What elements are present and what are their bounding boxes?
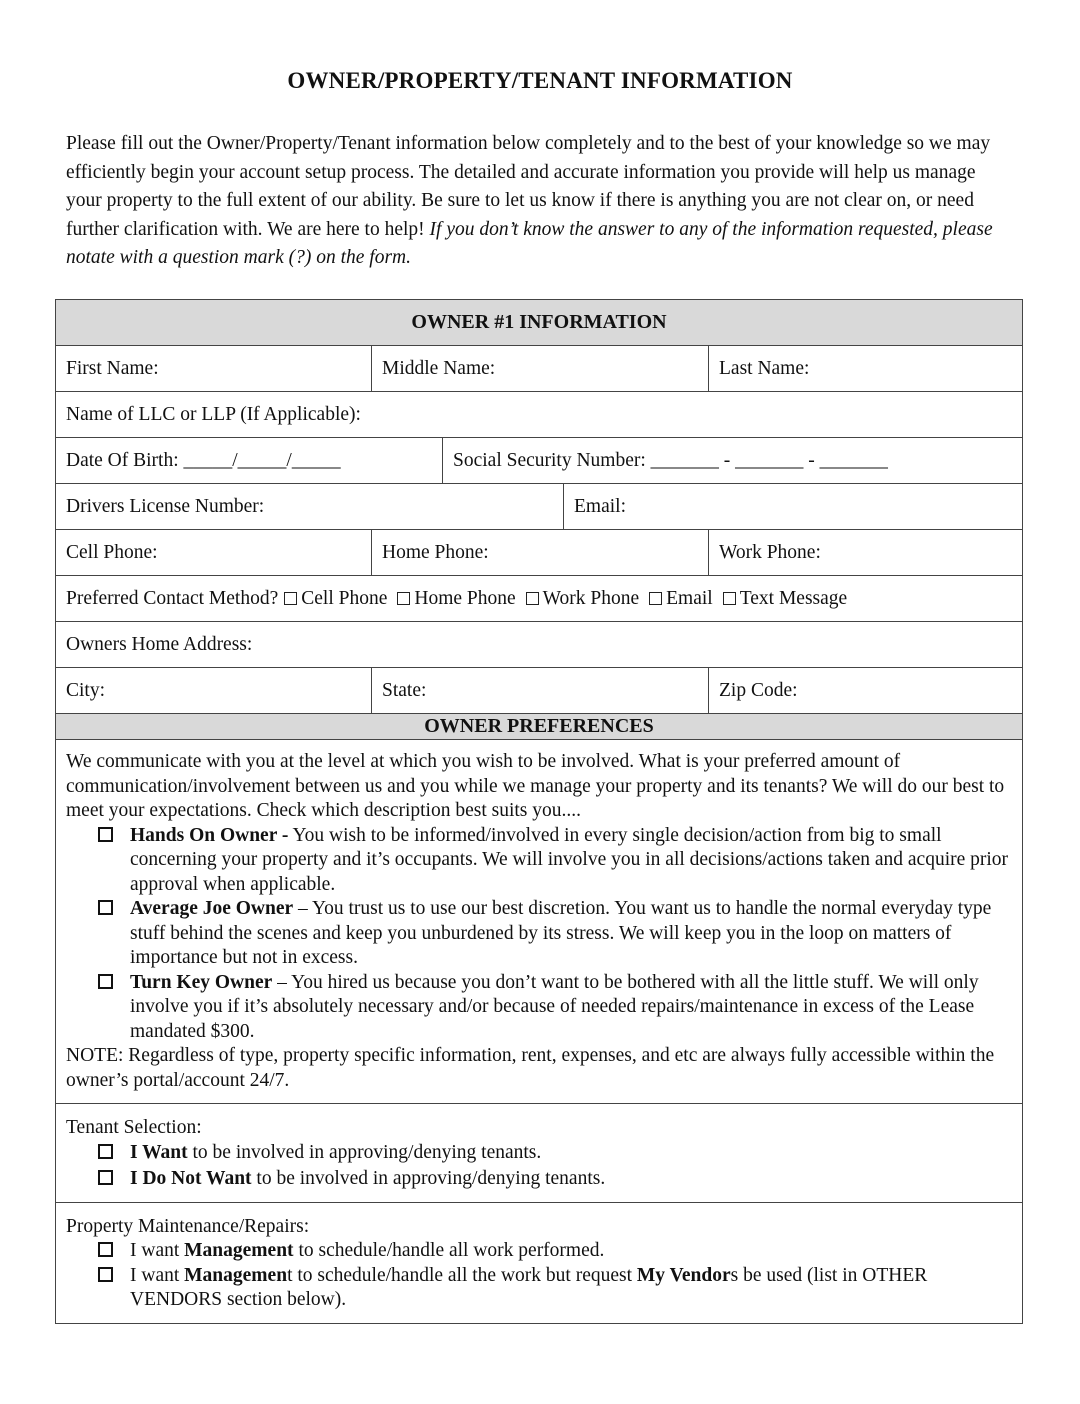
contact-option-text-message: Text Message — [739, 587, 848, 609]
tenant-selection-block — [56, 1104, 1022, 1203]
contact-option-email: Email — [666, 587, 713, 609]
cell-phone-field[interactable]: Cell Phone: — [56, 530, 372, 575]
hands-on-owner-text: You wish to be informed/involved in every single decision/action from big to small concerning your property and it’s occupants. We will involve you in all decisions/actions taken and acquire prior approval when applicable. — [130, 824, 1009, 895]
maintenance-option-my-vendors — [98, 1264, 1012, 1313]
turn-key-owner-text: – You hired us because you don’t want to be bothered with all the little stuff. We will only involve you if it’s absolutely necessary and/or because of needed repairs/maintenance in excess of the Lease mandated $300. — [130, 971, 979, 1042]
management-bold: Management — [184, 1240, 294, 1261]
turn-key-owner-title: Turn Key Owner — [130, 971, 273, 993]
home-phone-checkbox[interactable] — [397, 592, 410, 605]
preferences-intro: We communicate with you at the level at which you wish to be involved. What is your preferred amount of communication/involvement between us and you while we manage your property and its tenants? We will do our best to meet your expectations. Check which description best suits you.... — [66, 751, 1005, 821]
cell-phone-checkbox[interactable] — [284, 592, 297, 605]
owner-preferences-header: OWNER PREFERENCES — [56, 714, 1022, 740]
tenant-option-want — [98, 1141, 1012, 1166]
home-phone-field[interactable]: Home Phone: — [372, 530, 709, 575]
i-do-not-want-checkbox[interactable] — [98, 1170, 113, 1185]
my-vendors-mid: t to schedule/handle all the work but request — [287, 1264, 637, 1286]
i-want-text: to be involved in approving/denying tenants. — [187, 1141, 542, 1163]
contact-option-home-phone: Home Phone — [414, 587, 516, 609]
maintenance-label: Property Maintenance/Repairs: — [66, 1215, 310, 1237]
management-pre: I want — [130, 1240, 185, 1261]
intro-italic-note: If you don’t know the answer to any of the information requested, please notate with a question mark (?) on the form. — [66, 218, 993, 268]
home-address-field[interactable]: Owners Home Address: — [66, 633, 253, 655]
my-vendors-post: s be used (list in OTHER VENDORS section below). — [130, 1264, 928, 1310]
work-phone-checkbox[interactable] — [526, 592, 539, 605]
contact-method-label: Preferred Contact Method? — [66, 587, 279, 609]
state-field[interactable]: State: — [372, 668, 709, 713]
work-phone-field[interactable]: Work Phone: — [719, 541, 821, 563]
email-checkbox[interactable] — [649, 592, 662, 605]
intro-text: Please fill out the Owner/Property/Tenant information below completely and to the best of your knowledge so we may efficiently begin your account setup process. The detailed and accurate information you provide will help us manage your property to the full extent of our ability. Be sure to let us know if there is anything you are not clear on, or need further clarification with. We are here to help! — [66, 133, 991, 240]
name-row — [56, 346, 1022, 392]
maintenance-block — [56, 1203, 1022, 1323]
management-post: to schedule/handle all work performed. — [293, 1240, 605, 1261]
i-do-not-want-text: to be involved in approving/denying tenants. — [251, 1168, 606, 1189]
owner-form — [55, 299, 1023, 1324]
last-name-field[interactable]: Last Name: — [719, 357, 810, 379]
my-vendors-management-bold: Managemen — [184, 1264, 288, 1286]
city-field[interactable]: City: — [56, 668, 372, 713]
page-title: OWNER/PROPERTY/TENANT INFORMATION — [287, 68, 793, 93]
my-vendors-checkbox[interactable] — [98, 1267, 113, 1282]
dob-ssn-row — [56, 438, 1022, 484]
hands-on-owner-title: Hands On Owner - — [130, 824, 289, 846]
tenant-option-do-not-want — [98, 1167, 1012, 1192]
tenant-selection-label: Tenant Selection: — [66, 1117, 202, 1138]
email-field[interactable]: Email: — [574, 495, 626, 517]
owner-info-header: OWNER #1 INFORMATION — [56, 300, 1022, 346]
contact-option-cell-phone: Cell Phone — [301, 587, 388, 609]
turn-key-owner-checkbox[interactable] — [98, 974, 113, 989]
my-vendors-pre: I want — [130, 1264, 185, 1286]
average-joe-owner-title: Average Joe Owner — [130, 898, 294, 919]
average-joe-owner-checkbox[interactable] — [98, 900, 113, 915]
pref-option-turn-key — [98, 971, 1012, 1045]
hands-on-owner-checkbox[interactable] — [98, 827, 113, 842]
date-of-birth-field[interactable]: Date Of Birth: _____/_____/_____ — [56, 438, 443, 483]
license-email-row — [56, 484, 1022, 530]
phone-row — [56, 530, 1022, 576]
first-name-field[interactable]: First Name: — [56, 346, 372, 391]
my-vendors-bold: My Vendor — [636, 1264, 731, 1286]
intro-paragraph — [66, 130, 1016, 273]
text-message-checkbox[interactable] — [723, 592, 736, 605]
i-want-bold: I Want — [130, 1141, 188, 1163]
zip-code-field[interactable]: Zip Code: — [719, 679, 798, 701]
i-want-checkbox[interactable] — [98, 1144, 113, 1159]
management-checkbox[interactable] — [98, 1242, 113, 1257]
owner-preferences-block — [56, 740, 1022, 1104]
llc-name-field[interactable]: Name of LLC or LLP (If Applicable): — [66, 403, 361, 425]
drivers-license-field[interactable]: Drivers License Number: — [56, 484, 564, 529]
maintenance-option-management — [98, 1239, 1012, 1264]
llc-row — [56, 392, 1022, 438]
preferences-note: NOTE: Regardless of type, property specific information, rent, expenses, and etc are always fully accessible within the owner’s portal/account 24/7. — [66, 1045, 995, 1091]
address-row — [56, 622, 1022, 668]
contact-option-work-phone: Work Phone — [542, 587, 640, 609]
contact-method-cell — [56, 576, 1022, 621]
middle-name-field[interactable]: Middle Name: — [372, 346, 709, 391]
pref-option-hands-on — [98, 824, 1012, 898]
i-do-not-want-bold: I Do Not Want — [130, 1168, 252, 1189]
average-joe-owner-text: – You trust us to use our best discretion. You want us to handle the normal everyday type stuff behind the scenes and keep you unburdened by its stress. We will keep you in the loop on matters of importance but not in excess. — [130, 898, 992, 968]
contact-method-row — [56, 576, 1022, 622]
ssn-field[interactable]: Social Security Number: _______ - _______ - _______ — [453, 449, 888, 471]
pref-option-average-joe — [98, 897, 1012, 971]
city-state-zip-row — [56, 668, 1022, 714]
